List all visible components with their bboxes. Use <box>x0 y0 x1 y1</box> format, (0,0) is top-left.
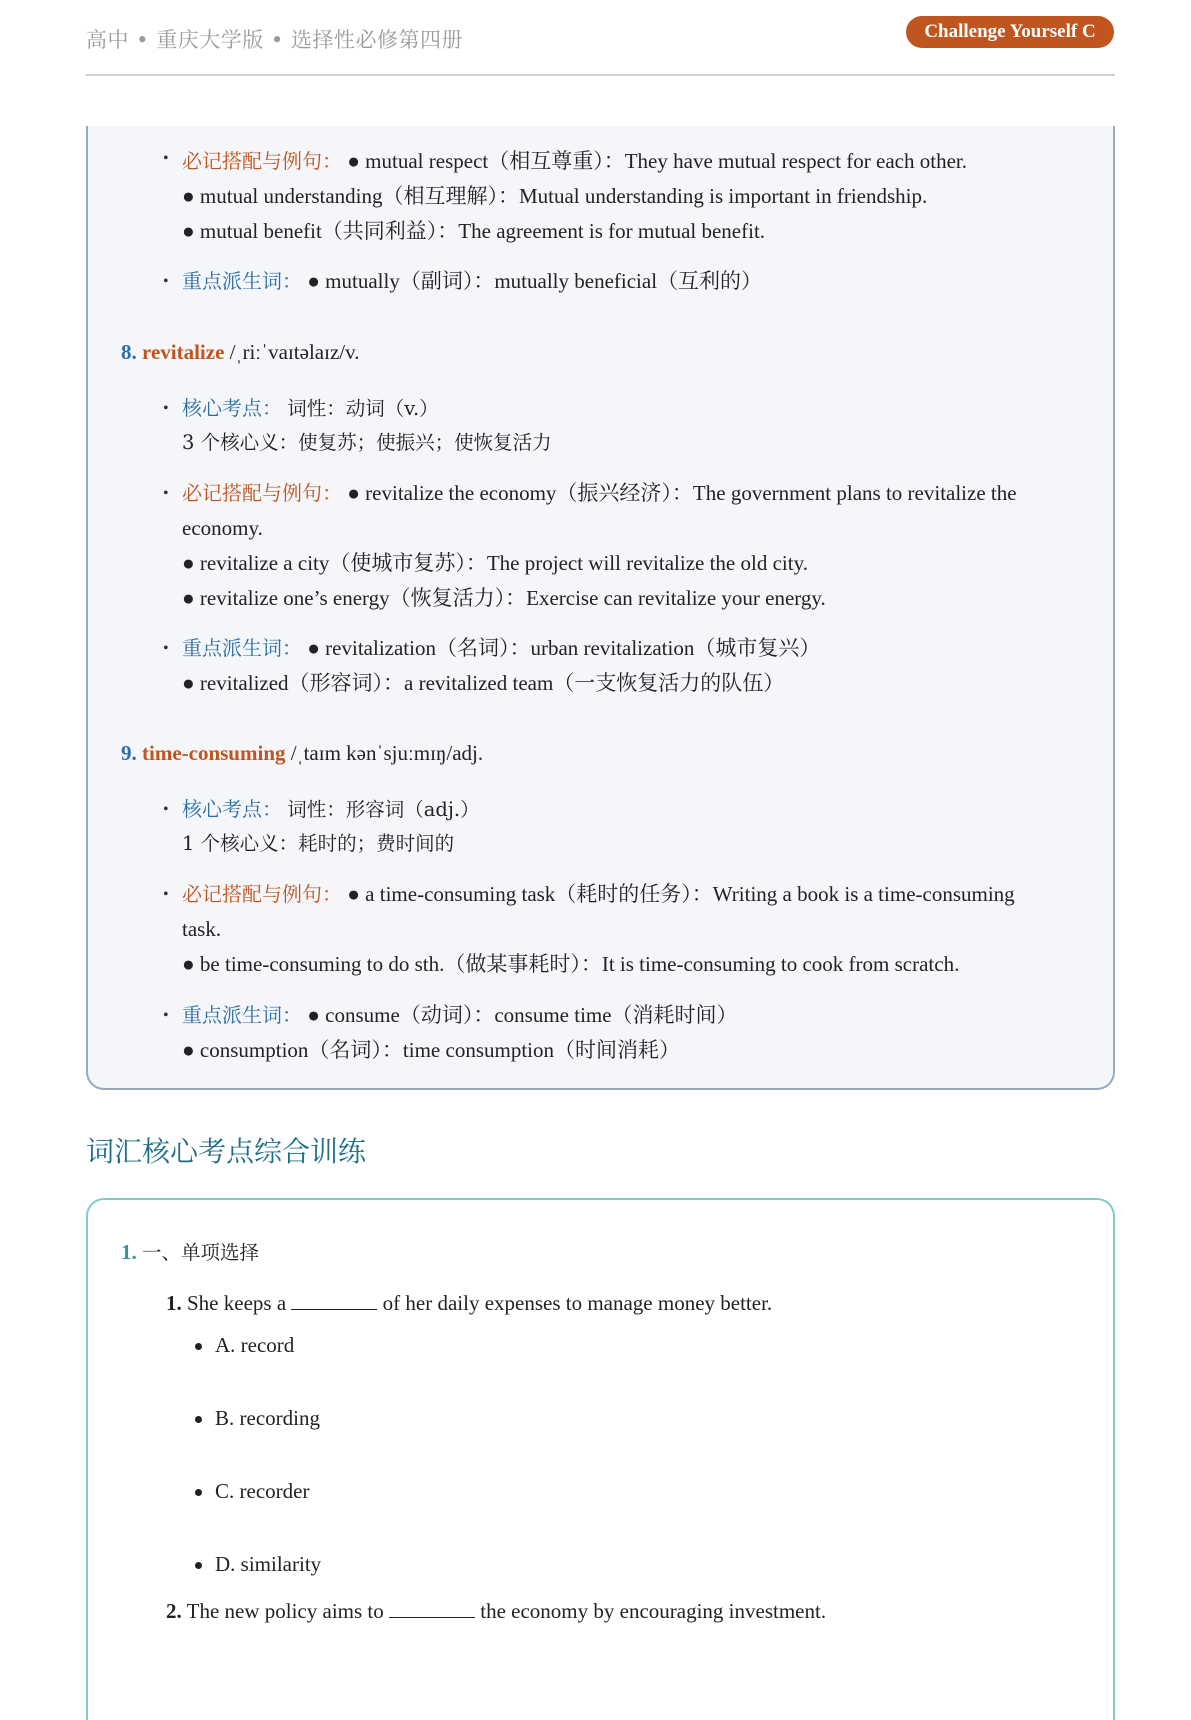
core-label: 核心考点： <box>182 797 282 821</box>
option-bullet <box>195 1343 202 1350</box>
bullet-mark: • <box>163 485 169 502</box>
option-bullet <box>195 1416 202 1423</box>
vocab-entry-heading <box>121 338 359 366</box>
derivative-word: ● mutually（副词）：mutually beneficial（互利的） <box>307 269 763 293</box>
collocation-label: 必记搭配与例句： <box>182 481 342 505</box>
question-1 <box>166 1289 772 1317</box>
derivative-label: 重点派生词： <box>182 1003 302 1027</box>
entry-number: 8. <box>121 340 137 364</box>
collocation-example: ● mutual respect（相互尊重）：They have mutual respect for each other. <box>347 149 967 173</box>
collocation-example: ● mutual benefit（共同利益）：The agreement is for mutual benefit. <box>182 219 766 243</box>
derivative-label: 重点派生词： <box>182 636 302 660</box>
part-title: 一、单项选择 <box>142 1241 260 1264</box>
bullet-mark: • <box>163 801 169 818</box>
option-bullet <box>195 1489 202 1496</box>
core-meaning: 1 个核心义：耗时的；费时间的 <box>182 832 455 855</box>
derivative-word: ● consume（动词）：consume time（消耗时间） <box>307 1003 738 1027</box>
part-of-speech: 词性：形容词（adj.） <box>287 798 480 821</box>
collocation-label: 必记搭配与例句： <box>182 882 342 906</box>
part-number: 1. <box>121 1240 137 1264</box>
option-c[interactable]: C. recorder <box>215 1479 310 1503</box>
derivative-row <box>182 634 820 662</box>
core-row <box>182 795 480 824</box>
question-number: 2. <box>166 1599 182 1623</box>
part-of-speech: 词性：动词（v.） <box>287 397 439 420</box>
bullet-mark: • <box>163 640 169 657</box>
derivative-label: 重点派生词： <box>182 269 302 293</box>
collocation-wrap: task. <box>182 917 222 941</box>
bullet-mark: • <box>163 400 169 417</box>
entry-word: revitalize <box>142 340 225 364</box>
header-title: 高中 • 重庆大学版 • 选择性必修第四册 <box>86 28 463 52</box>
entry-number: 9. <box>121 741 137 765</box>
collocation-example: ● a time-consuming task（耗时的任务）：Writing a book is a time-consuming <box>347 882 1015 906</box>
collocation-example: ● revitalize the economy（振兴经济）：The government plans to revitalize the <box>347 481 1017 505</box>
collocation-example: ● revitalize one’s energy（恢复活力）：Exercise can revitalize your energy. <box>182 586 826 610</box>
option-a[interactable]: A. record <box>215 1333 295 1357</box>
option-bullet <box>195 1562 202 1569</box>
question-text-before: The new policy aims to <box>186 1599 389 1623</box>
collocation-row <box>182 147 967 175</box>
derivative-word: ● consumption（名词）：time consumption（时间消耗） <box>182 1038 681 1062</box>
core-row <box>182 394 439 423</box>
entry-word: time-consuming <box>142 741 286 765</box>
bullet-mark: • <box>163 150 169 167</box>
collocation-wrap: economy. <box>182 516 263 540</box>
question-text-after: of her daily expenses to manage money better. <box>377 1291 773 1315</box>
exercise-part-heading <box>121 1238 259 1267</box>
collocation-example: ● revitalize a city（使城市复苏）：The project will revitalize the old city. <box>182 551 808 575</box>
derivative-row <box>182 1001 738 1029</box>
core-label: 核心考点： <box>182 396 282 420</box>
section-title: 词汇核心考点综合训练 <box>86 1135 367 1168</box>
challenge-badge: Challenge Yourself C <box>906 16 1114 48</box>
option-b[interactable]: B. recording <box>215 1406 320 1430</box>
derivative-word: ● revitalization（名词）：urban revitalization（城市复兴） <box>307 636 821 660</box>
derivative-row <box>182 267 762 295</box>
exercise-card <box>86 1198 1115 1720</box>
question-text-before: She keeps a <box>187 1291 292 1315</box>
vocab-entry-heading <box>121 739 483 767</box>
collocation-row <box>182 880 1015 908</box>
entry-phonetic: /ˌriːˈvaɪtəlaɪz/v. <box>224 340 360 364</box>
collocation-example: ● mutual understanding（相互理解）：Mutual understanding is important in friendship. <box>182 184 928 208</box>
bullet-mark: • <box>163 1007 169 1024</box>
option-d[interactable]: D. similarity <box>215 1552 322 1576</box>
entry-phonetic: /ˌtaɪm kənˈsjuːmɪŋ/adj. <box>285 741 484 765</box>
question-number: 1. <box>166 1291 182 1315</box>
answer-blank[interactable] <box>389 1599 475 1618</box>
derivative-word: ● revitalized（形容词）：a revitalized team（一支恢复活力的队伍） <box>182 671 785 695</box>
answer-blank[interactable] <box>291 1291 377 1310</box>
bullet-mark: • <box>163 886 169 903</box>
core-meaning: 3 个核心义：使复苏；使振兴；使恢复活力 <box>182 431 552 454</box>
collocation-example: ● be time-consuming to do sth.（做某事耗时）：It is time-consuming to cook from scratch. <box>182 952 960 976</box>
question-2 <box>166 1597 826 1625</box>
collocation-row <box>182 479 1017 507</box>
collocation-label: 必记搭配与例句： <box>182 149 342 173</box>
question-text-after: the economy by encouraging investment. <box>475 1599 827 1623</box>
bullet-mark: • <box>163 273 169 290</box>
header-divider <box>86 74 1115 76</box>
